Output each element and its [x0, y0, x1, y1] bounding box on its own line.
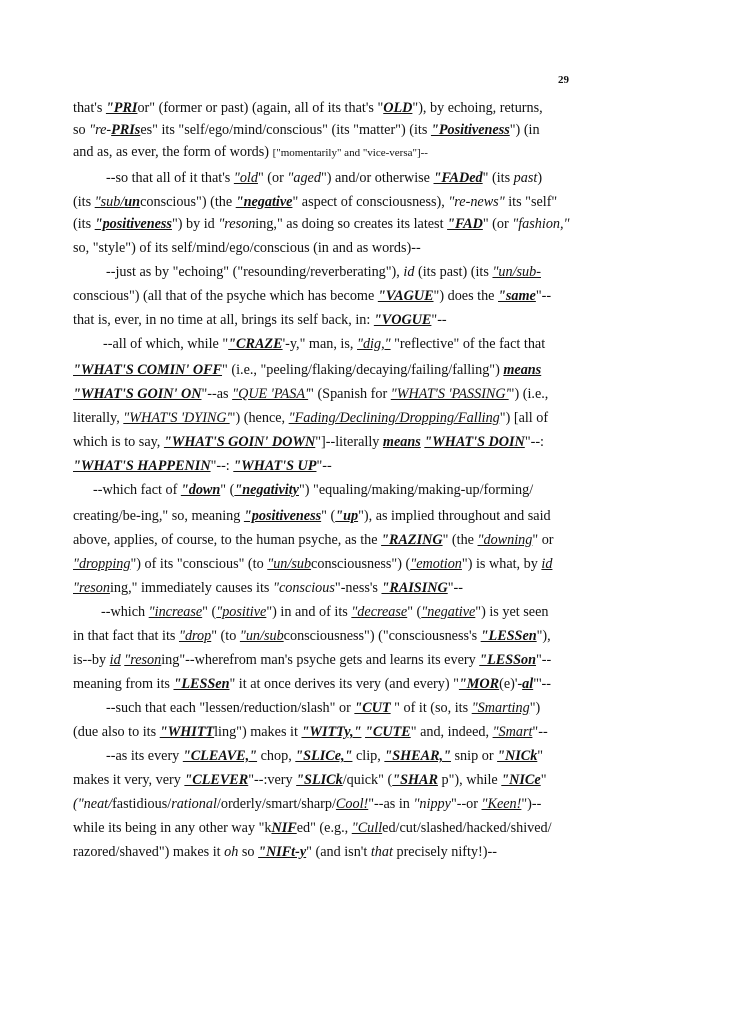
text-run: "positive	[216, 604, 267, 620]
text-run: "reson	[218, 216, 256, 232]
text-run: "conscious	[272, 580, 335, 596]
text-run: ") is yet seen	[475, 604, 549, 620]
text-run: al	[522, 676, 534, 692]
text-run: or" (former or past) (again, all of its that's "	[137, 100, 384, 116]
text-run: "--	[431, 312, 447, 328]
text-run: " (and isn't	[306, 844, 371, 860]
text-line	[73, 506, 551, 526]
text-run: "increase	[148, 604, 203, 620]
text-run: "negativity	[234, 482, 299, 498]
text-run: "CUTE	[365, 724, 411, 740]
text-run: "re-	[89, 122, 112, 138]
text-run: /orderly/smart/sharp/	[216, 796, 336, 812]
text-run: "),	[536, 628, 551, 644]
text-line	[73, 360, 541, 380]
text-run: "NIFt-y	[258, 844, 307, 860]
text-line	[73, 650, 551, 670]
text-line	[73, 456, 332, 476]
text-line	[73, 192, 557, 212]
text-run: "WHAT'S GOIN' ON	[73, 386, 202, 402]
text-run: ")--	[521, 796, 542, 812]
text-run: ") (i.e.,	[508, 386, 549, 402]
text-run: NIF	[271, 820, 297, 836]
text-run: "dig,"	[357, 336, 391, 352]
text-run: "'--	[533, 676, 551, 692]
text-run: "--or	[450, 796, 482, 812]
text-run: "CLEAVE,"	[182, 748, 258, 764]
text-run: meaning from its	[73, 676, 174, 692]
text-line	[73, 674, 551, 694]
text-run: "WHAT'S 'PASSING'	[390, 386, 509, 402]
text-run: ed/cut/slashed/hacked/shived/	[382, 820, 552, 836]
text-run: "fashion,"	[512, 216, 570, 232]
text-run: Cool!	[335, 796, 369, 812]
text-run: ing," as doing so creates its latest	[255, 216, 448, 232]
text-line	[73, 818, 552, 838]
text-run: snip or	[450, 748, 498, 764]
text-run: "sub/	[94, 194, 125, 210]
text-run: " (Spanish for	[308, 386, 391, 402]
text-run: "SHEAR,"	[384, 748, 451, 764]
text-run: precisely nifty!)--	[392, 844, 497, 860]
text-run: "drop	[178, 628, 212, 644]
text-run: past	[513, 170, 538, 186]
text-run: so	[73, 122, 90, 138]
text-run: un	[124, 194, 141, 210]
text-line	[73, 98, 543, 118]
text-run: "WHAT'S UP	[233, 458, 317, 474]
text-run: "QUE 'PASA'	[232, 386, 309, 402]
text-run: --just as by "echoing" ("resounding/reverberating"),	[106, 264, 404, 280]
text-run: in that fact that its	[73, 628, 179, 644]
text-run: ") does the	[433, 288, 499, 304]
text-run: "LESSen	[173, 676, 230, 692]
text-line	[101, 602, 548, 622]
text-run: "WHAT'S DOIN	[424, 434, 525, 450]
text-run: "Smart	[492, 724, 533, 740]
text-line	[73, 722, 548, 742]
text-run: "FADed	[433, 170, 483, 186]
text-run: ") of its "conscious" (to	[130, 556, 268, 572]
text-run: ") by id	[171, 216, 219, 232]
text-run: fastidious/	[112, 796, 172, 812]
text-line	[103, 334, 545, 354]
text-run: ") (in	[509, 122, 540, 138]
text-run: "positiveness	[243, 508, 322, 524]
text-run: (its	[73, 194, 95, 210]
text-run: above, applies, of course, to the human psyche, as the	[73, 532, 382, 548]
text-run: "Positiveness	[430, 122, 510, 138]
text-run: "Cull	[351, 820, 383, 836]
text-run: ("neat/	[73, 796, 113, 812]
text-run: "dropping	[73, 556, 131, 572]
text-run: clip,	[352, 748, 385, 764]
text-run: p"), while	[437, 772, 502, 788]
text-run: ") and/or otherwise	[320, 170, 434, 186]
text-run: while its being in any other way "k	[73, 820, 272, 836]
text-run: "downing	[477, 532, 533, 548]
text-run: (its past) (its	[414, 264, 493, 280]
text-run: "WHAT'S HAPPENIN	[73, 458, 211, 474]
text-run: ing"--wherefrom man's psyche gets and learns its every	[161, 652, 480, 668]
text-run: creating/be-ing," so, meaning	[73, 508, 244, 524]
text-run: " (	[321, 508, 336, 524]
text-run: " and, indeed,	[410, 724, 493, 740]
text-run: --which	[101, 604, 149, 620]
text-line	[73, 238, 421, 258]
text-run: id	[109, 652, 121, 668]
text-run: "FAD	[447, 216, 483, 232]
text-run: conscious") (the	[140, 194, 236, 210]
text-run: "re-news"	[448, 194, 505, 210]
text-run: "--	[316, 458, 332, 474]
text-run: makes it very, very	[73, 772, 185, 788]
text-run: "negative	[421, 604, 476, 620]
text-run: "aged	[287, 170, 321, 186]
text-run: " of it (so, its	[390, 700, 472, 716]
text-run: (due also to its	[73, 724, 160, 740]
text-run: "]--literally	[315, 434, 383, 450]
text-run: so	[238, 844, 259, 860]
text-run: "), by echoing, returns,	[412, 100, 543, 116]
text-run: )	[537, 170, 543, 186]
page-number: 29	[558, 74, 569, 86]
text-run: es" its "self/ego/mind/conscious" (its "matter") (its	[140, 122, 431, 138]
text-run: "CLEVER	[184, 772, 249, 788]
text-run: (e)'-	[499, 676, 523, 692]
text-run: which is to say,	[73, 434, 164, 450]
text-run: "Smarting	[471, 700, 530, 716]
text-line	[73, 408, 548, 428]
text-run: rational	[171, 796, 217, 812]
text-run: --so that all of it that's	[106, 170, 234, 186]
text-run: "down	[180, 482, 221, 498]
text-line	[73, 770, 546, 790]
text-run: "LESSon	[479, 652, 537, 668]
text-run: "--as in	[368, 796, 414, 812]
text-run: "--	[532, 724, 548, 740]
text-line	[106, 746, 543, 766]
text-run: " (or	[257, 170, 288, 186]
text-run: "Keen!	[481, 796, 522, 812]
text-line	[73, 214, 570, 234]
text-run: "--	[447, 580, 463, 596]
text-run: "VAGUE	[377, 288, 434, 304]
text-run: --such that each "lessen/reduction/slash" or	[106, 700, 355, 716]
text-run: oh	[224, 844, 239, 860]
text-run: /quick" (	[342, 772, 393, 788]
text-run: "SLICe,"	[295, 748, 353, 764]
text-run: "reflective" of the fact that	[390, 336, 546, 352]
text-run: PRIs	[111, 122, 141, 138]
text-run: "RAZING	[381, 532, 443, 548]
text-run: "un/sub-	[492, 264, 541, 280]
text-run: ling") makes it	[214, 724, 302, 740]
text-run: and as, as ever, the form of words)	[73, 144, 273, 160]
text-run: "SHAR	[392, 772, 438, 788]
text-run: ") [all of	[499, 410, 549, 426]
text-run: "CRAZE	[228, 336, 283, 352]
text-run: " (i.e., "peeling/flaking/decaying/failing/falling")	[222, 362, 504, 378]
text-line	[106, 698, 540, 718]
text-line	[73, 626, 551, 646]
text-run: "--	[536, 652, 552, 668]
text-run: "WHAT'S GOIN' DOWN	[163, 434, 316, 450]
text-run: ")	[529, 700, 541, 716]
text-run: its "self"	[504, 194, 558, 210]
text-run: "CUT	[354, 700, 391, 716]
text-run: --as its every	[106, 748, 183, 764]
text-run: ") is what, by	[461, 556, 542, 572]
text-run: id	[541, 556, 553, 572]
text-run: " (its	[482, 170, 514, 186]
text-run: " or	[532, 532, 554, 548]
text-run: ") "equaling/making/making-up/forming/	[298, 482, 534, 498]
text-run: "RAISING	[381, 580, 448, 596]
text-run: ["momentarily" and "vice-versa"]--	[272, 147, 428, 159]
text-run: "Fading/Declining/Dropping/Falling	[288, 410, 500, 426]
text-run: "SLICk	[296, 772, 343, 788]
text-line	[93, 480, 533, 500]
text-run: "WHITT	[159, 724, 215, 740]
text-run: "--:	[524, 434, 544, 450]
text-run: that is, ever, in no time at all, brings its self back, in:	[73, 312, 374, 328]
text-run: chop,	[257, 748, 296, 764]
text-line	[73, 842, 497, 862]
text-run: "VOGUE	[373, 312, 432, 328]
text-run: consciousness") (	[311, 556, 411, 572]
text-run: ") in and of its	[266, 604, 352, 620]
text-run: "NICk	[497, 748, 538, 764]
text-run: "LESSen	[480, 628, 537, 644]
text-run: '-y," man, is,	[282, 336, 357, 352]
text-run: conscious") (all that of the psyche which has become	[73, 288, 378, 304]
text-run: " (the	[442, 532, 478, 548]
text-run: id	[403, 264, 415, 280]
text-run: "reson	[124, 652, 162, 668]
text-run: " aspect of consciousness),	[292, 194, 449, 210]
text-run: "WHAT'S 'DYING'	[123, 410, 230, 426]
text-run: "WHAT'S COMIN' OFF	[73, 362, 223, 378]
text-line	[73, 142, 428, 163]
text-run: "--	[535, 288, 552, 304]
text-run: OLD	[383, 100, 413, 116]
text-run: (its	[73, 216, 95, 232]
text-run: " (	[407, 604, 422, 620]
text-run: "NICe	[501, 772, 541, 788]
text-run: "un/sub	[267, 556, 312, 572]
text-run: is--by	[73, 652, 110, 668]
text-line	[106, 168, 542, 188]
text-run: --which fact of	[93, 482, 181, 498]
text-line	[106, 262, 541, 282]
text-run: "--as	[201, 386, 233, 402]
text-line	[73, 432, 544, 452]
text-run: "	[537, 748, 544, 764]
text-run: " (to	[211, 628, 240, 644]
text-run: ed" (e.g.,	[296, 820, 352, 836]
text-run: "--:	[210, 458, 234, 474]
text-run: "--:very	[248, 772, 297, 788]
text-run: "MOR	[458, 676, 500, 692]
text-run: means	[503, 362, 542, 378]
text-run: "un/sub	[239, 628, 284, 644]
text-line	[73, 310, 447, 330]
text-run: means	[382, 434, 421, 450]
text-run: "old	[233, 170, 258, 186]
text-run: "nippy	[413, 796, 451, 812]
text-run: ") (hence,	[229, 410, 289, 426]
text-run: " (	[220, 482, 235, 498]
text-line	[73, 578, 463, 598]
text-run: "same	[498, 288, 536, 304]
text-run: "	[540, 772, 547, 788]
text-line	[73, 286, 551, 306]
text-run: "WITTy,"	[301, 724, 362, 740]
text-run: "-ness's	[334, 580, 382, 596]
text-line	[73, 120, 540, 140]
text-run: literally,	[73, 410, 124, 426]
text-run: "up	[335, 508, 359, 524]
text-line	[73, 554, 552, 574]
text-run: so, "style") of its self/mind/ego/conscious (in and as words)--	[73, 240, 421, 256]
text-run: razored/shaved") makes it	[73, 844, 225, 860]
text-run: that	[370, 844, 393, 860]
text-run: "PRI	[105, 100, 138, 116]
text-run: --all of which, while "	[103, 336, 229, 352]
text-run: that's	[73, 100, 106, 116]
text-run: consciousness") ("consciousness's	[283, 628, 481, 644]
text-run: "decrease	[351, 604, 408, 620]
text-run: "), as implied throughout and said	[358, 508, 551, 524]
text-run: "negative	[235, 194, 293, 210]
text-line	[73, 794, 541, 814]
text-run: "reson	[73, 580, 110, 596]
text-run: " (	[202, 604, 217, 620]
text-run: " (or	[482, 216, 513, 232]
text-run: "emotion	[410, 556, 462, 572]
text-run: " it at once derives its very (and every) "	[229, 676, 459, 692]
text-run: "positiveness	[94, 216, 172, 232]
text-line	[73, 530, 554, 550]
text-line	[73, 384, 548, 404]
text-run: ing," immediately causes its	[109, 580, 273, 596]
